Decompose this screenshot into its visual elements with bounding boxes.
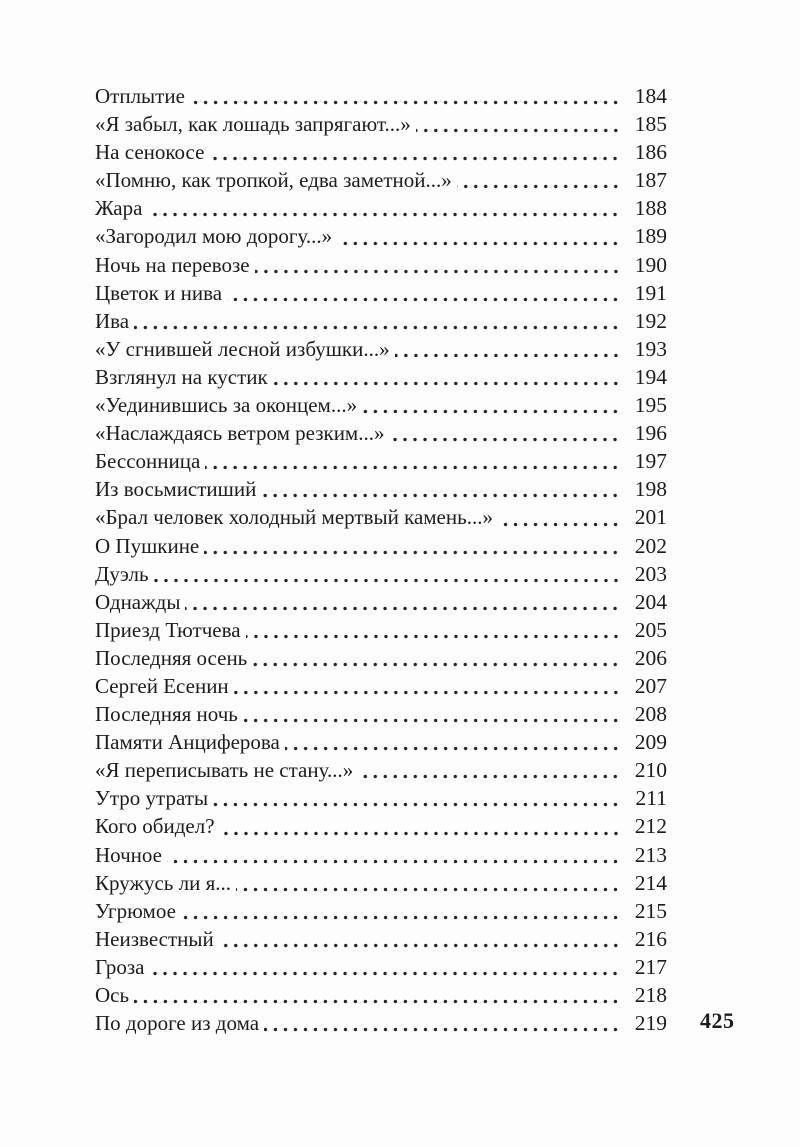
toc-entry xyxy=(95,365,667,393)
toc-entry xyxy=(95,871,667,899)
toc-entry-title: Угрюмое xyxy=(95,898,176,923)
dot-leader xyxy=(416,112,623,140)
toc-entry-page: 195 xyxy=(634,393,667,418)
toc-entry xyxy=(95,1011,667,1039)
toc-entry xyxy=(95,562,667,590)
toc-entry-page: 185 xyxy=(634,112,667,137)
toc-entry-page: 212 xyxy=(634,814,667,839)
dot-leader xyxy=(246,618,623,646)
toc-entry-title: «У сгнившей лесной избушки...» xyxy=(95,336,390,361)
toc-entry xyxy=(95,786,667,814)
toc-entry xyxy=(95,140,667,168)
toc-entry-title: «Брал человек холодный мертвый камень...» xyxy=(95,505,493,530)
table-of-contents xyxy=(95,84,667,1039)
toc-entry xyxy=(95,814,667,842)
toc-entry-page: 201 xyxy=(634,505,667,530)
toc-entry-title: Взглянул на кустик xyxy=(95,364,268,389)
toc-entry-title: «Уединившись за оконцем...» xyxy=(95,393,358,418)
dot-leader xyxy=(204,534,623,562)
toc-entry xyxy=(95,281,667,309)
dot-leader xyxy=(154,562,623,590)
toc-entry xyxy=(95,730,667,758)
toc-entry-page: 190 xyxy=(634,252,667,277)
toc-entry-page: 188 xyxy=(634,196,667,221)
toc-entry-title: «Наслаждаясь ветром резким...» xyxy=(95,421,385,446)
toc-entry-page: 191 xyxy=(634,280,667,305)
dot-leader xyxy=(134,983,623,1011)
toc-entry-title: Ночь на перевозе xyxy=(95,252,250,277)
toc-entry-page: 203 xyxy=(634,561,667,586)
toc-entry xyxy=(95,477,667,505)
toc-entry-title: «Загородил мою дорогу...» xyxy=(95,224,333,249)
toc-entry-page: 213 xyxy=(634,842,667,867)
dot-leader xyxy=(205,449,623,477)
toc-entry-page: 214 xyxy=(634,870,667,895)
toc-entry-page: 193 xyxy=(634,336,667,361)
dot-leader xyxy=(498,505,623,533)
dot-leader xyxy=(185,590,623,618)
toc-entry xyxy=(95,449,667,477)
toc-entry xyxy=(95,899,667,927)
toc-entry xyxy=(95,337,667,365)
toc-entry xyxy=(95,84,667,112)
dot-leader xyxy=(236,871,623,899)
dot-leader xyxy=(337,224,623,252)
toc-entry-page: 217 xyxy=(634,954,667,979)
toc-entry-title: Дуэль xyxy=(95,561,149,586)
toc-entry-page: 202 xyxy=(634,533,667,558)
toc-entry-title: Цветок и нива xyxy=(95,280,223,305)
toc-entry-page: 211 xyxy=(635,786,667,811)
toc-entry-page: 192 xyxy=(634,308,667,333)
toc-entry-title: «Я переписывать не стану...» xyxy=(95,758,354,783)
dot-leader xyxy=(285,730,623,758)
toc-entry xyxy=(95,983,667,1011)
toc-entry-title: Однажды xyxy=(95,589,181,614)
dot-leader xyxy=(389,421,623,449)
dot-leader xyxy=(362,393,623,421)
dot-leader xyxy=(395,337,623,365)
toc-entry xyxy=(95,309,667,337)
toc-entry xyxy=(95,534,667,562)
dot-leader xyxy=(457,168,623,196)
toc-entry xyxy=(95,505,667,533)
toc-entry-page: 205 xyxy=(634,617,667,642)
toc-entry-title: Жара xyxy=(95,196,143,221)
toc-entry-page: 218 xyxy=(634,983,667,1007)
dot-leader xyxy=(190,84,623,112)
dot-leader xyxy=(227,281,623,309)
toc-entry-page: 209 xyxy=(634,730,667,755)
dot-leader xyxy=(149,955,623,983)
toc-entry-title: Последняя ночь xyxy=(95,702,238,727)
toc-entry-title: Неизвестный xyxy=(95,926,214,951)
toc-entry-page: 189 xyxy=(634,224,667,249)
dot-leader xyxy=(147,196,623,224)
toc-entry xyxy=(95,843,667,871)
toc-entry-page: 208 xyxy=(634,702,667,727)
toc-entry xyxy=(95,590,667,618)
toc-entry xyxy=(95,224,667,252)
toc-entry-title: Кружусь ли я... xyxy=(95,870,231,895)
toc-entry-page: 206 xyxy=(634,645,667,670)
dot-leader xyxy=(234,674,623,702)
toc-entry-title: Бессонница xyxy=(95,449,201,474)
toc-entry-page: 210 xyxy=(634,758,667,783)
toc-entry xyxy=(95,927,667,955)
toc-entry-page: 186 xyxy=(634,140,667,165)
toc-entry-page: 219 xyxy=(634,1011,667,1036)
toc-entry-title: «Помню, как тропкой, едва заметной...» xyxy=(95,168,452,193)
toc-entry-title: Из восьмистиший xyxy=(95,477,257,502)
toc-entry-page: 198 xyxy=(634,477,667,502)
dot-leader xyxy=(220,814,623,842)
dot-leader xyxy=(252,646,623,674)
dot-leader xyxy=(213,786,623,814)
toc-entry-title: Ночное xyxy=(95,842,162,867)
toc-entry xyxy=(95,674,667,702)
toc-entry-title: Кого обидел? xyxy=(95,814,215,839)
toc-entry xyxy=(95,646,667,674)
toc-entry-page: 215 xyxy=(634,898,667,923)
toc-entry xyxy=(95,955,667,983)
dot-leader xyxy=(219,927,623,955)
toc-entry xyxy=(95,253,667,281)
toc-entry xyxy=(95,112,667,140)
toc-entry-title: Приезд Тютчева xyxy=(95,617,241,642)
page-number: 425 xyxy=(700,1008,735,1033)
toc-entry-title: Ось xyxy=(95,983,130,1007)
toc-entry-title: Утро утраты xyxy=(95,786,209,811)
dot-leader xyxy=(273,365,623,393)
toc-entry xyxy=(95,421,667,449)
dot-leader xyxy=(181,899,623,927)
dot-leader xyxy=(261,477,623,505)
toc-entry-title: На сенокосе xyxy=(95,140,205,165)
toc-entry xyxy=(95,168,667,196)
toc-entry-page: 187 xyxy=(634,168,667,193)
toc-entry-title: Сергей Есенин xyxy=(95,673,229,698)
toc-entry xyxy=(95,196,667,224)
dot-leader xyxy=(243,702,623,730)
toc-entry-title: Отплытие xyxy=(95,84,185,108)
toc-entry xyxy=(95,618,667,646)
toc-entry xyxy=(95,702,667,730)
toc-entry xyxy=(95,393,667,421)
toc-entry-title: Последняя осень xyxy=(95,645,248,670)
dot-leader xyxy=(358,758,623,786)
toc-entry xyxy=(95,758,667,786)
toc-entry-title: По дороге из дома xyxy=(95,1011,260,1036)
toc-entry-page: 204 xyxy=(634,589,667,614)
dot-leader xyxy=(209,140,623,168)
toc-entry-title: Ива xyxy=(95,308,130,333)
dot-leader xyxy=(255,253,623,281)
toc-entry-page: 207 xyxy=(634,673,667,698)
dot-leader xyxy=(167,843,623,871)
toc-entry-page: 196 xyxy=(634,421,667,446)
toc-entry-title: О Пушкине xyxy=(95,533,200,558)
toc-entry-title: Гроза xyxy=(95,954,145,979)
toc-entry-title: Памяти Анциферова xyxy=(95,730,280,755)
toc-entry-title: «Я забыл, как лошадь запрягают...» xyxy=(95,112,411,137)
dot-leader xyxy=(264,1011,623,1039)
toc-entry-page: 184 xyxy=(634,84,667,108)
toc-entry-page: 216 xyxy=(634,926,667,951)
toc-entry-page: 197 xyxy=(634,449,667,474)
toc-entry-page: 194 xyxy=(634,364,667,389)
dot-leader xyxy=(134,309,623,337)
